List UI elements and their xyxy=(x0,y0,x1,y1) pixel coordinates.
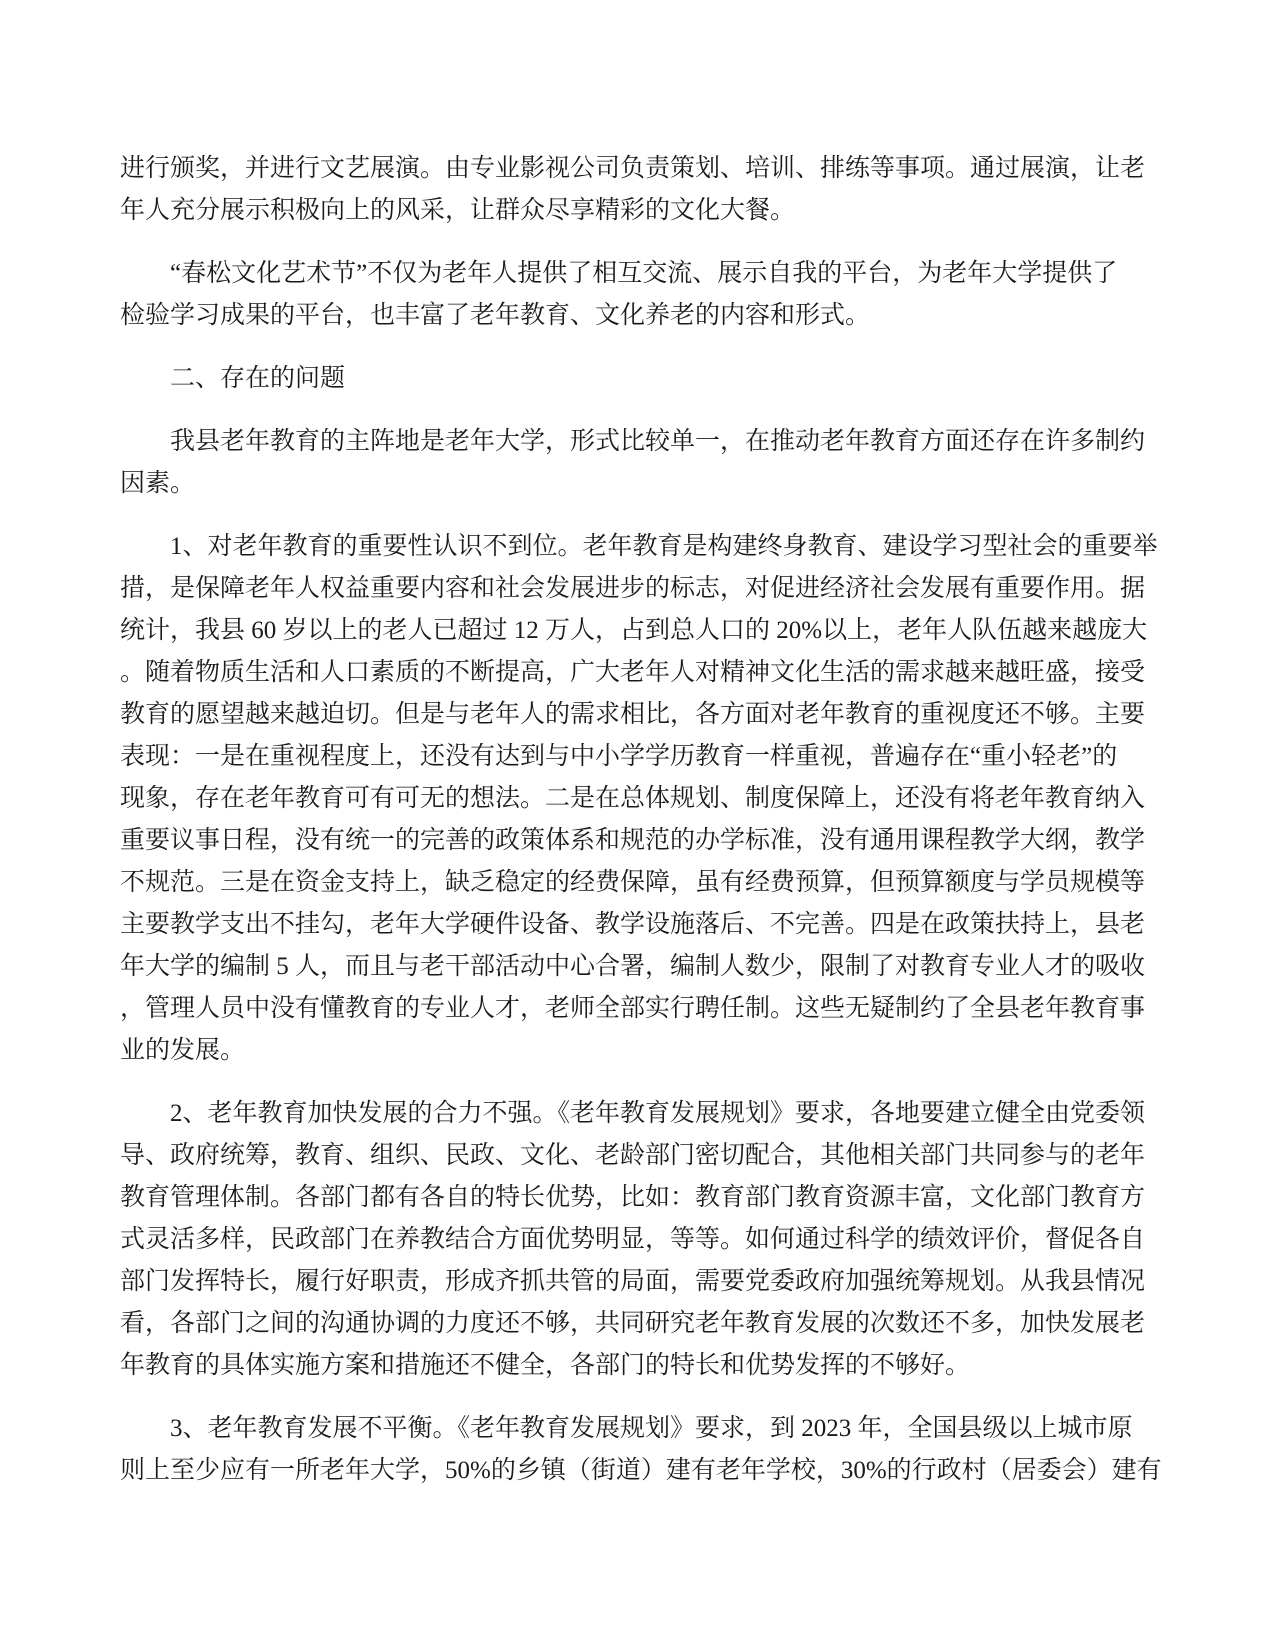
text-line: 3、老年教育发展不平衡。《老年教育发展规划》要求，到 2023 年，全国县级以上城市原 xyxy=(170,1415,1133,1442)
para-problem-1-insufficient-awareness xyxy=(120,526,1158,1072)
text-line: 检验学习成果的平台，也丰富了老年教育、文化养老的内容和形式。 xyxy=(120,302,871,329)
text-line: 式灵活多样，民政部门在养教结合方面优势明显，等等。如何通过科学的绩效评价，督促各自 xyxy=(120,1226,1146,1253)
text-line: 年人充分展示积极向上的风采，让群众尽享精彩的文化大餐。 xyxy=(120,197,796,224)
para-main-battlefield-constraints xyxy=(120,421,1146,505)
text-line: 则上至少应有一所老年大学，50%的乡镇（街道）建有老年学校，30%的行政村（居委会）建有 xyxy=(120,1457,1162,1484)
text-line: 不规范。三是在资金支持上，缺乏稳定的经费保障，虽有经费预算，但预算额度与学员规模等 xyxy=(120,869,1146,896)
text-line: 教育的愿望越来越迫切。但是与老年人的需求相比，各方面对老年教育的重视度还不够。主要 xyxy=(120,701,1146,728)
text-line: 教育管理体制。各部门都有各自的特长优势，比如：教育部门教育资源丰富，文化部门教育方 xyxy=(120,1184,1146,1211)
para-art-festival-performance xyxy=(120,148,1146,232)
para-spring-pine-festival-platform xyxy=(120,253,1146,337)
text-line: 看，各部门之间的沟通协调的力度还不够，共同研究老年教育发展的次数还不多，加快发展老 xyxy=(120,1310,1146,1337)
text-line: 2、老年教育加快发展的合力不强。《老年教育发展规划》要求，各地要建立健全由党委领 xyxy=(170,1100,1146,1127)
para-problem-3-unbalanced-development xyxy=(120,1408,1162,1492)
text-line: 统计，我县 60 岁以上的老人已超过 12 万人，占到总人口的 20%以上，老年人队伍越来越庞大 xyxy=(120,617,1148,644)
text-line: 。随着物质生活和人口素质的不断提高，广大老年人对精神文化生活的需求越来越旺盛，接受 xyxy=(120,659,1146,686)
text-line: 表现：一是在重视程度上，还没有达到与中小学学历教育一样重视，普遍存在“重小轻老”的 xyxy=(120,743,1118,770)
para-problem-2-weak-synergy xyxy=(120,1093,1146,1387)
text-line: 重要议事日程，没有统一的完善的政策体系和规范的办学标准，没有通用课程教学大纲，教学 xyxy=(120,827,1146,854)
heading-section-two-existing-problems xyxy=(120,358,1146,400)
text-line: 二、存在的问题 xyxy=(170,365,346,392)
text-line: 我县老年教育的主阵地是老年大学，形式比较单一，在推动老年教育方面还存在许多制约 xyxy=(170,428,1146,455)
text-line: ，管理人员中没有懂教育的专业人才，老师全部实行聘任制。这些无疑制约了全县老年教育事 xyxy=(120,995,1146,1022)
text-line: 导、政府统筹，教育、组织、民政、文化、老龄部门密切配合，其他相关部门共同参与的老年 xyxy=(120,1142,1146,1169)
text-line: “春松文化艺术节”不仅为老年人提供了相互交流、展示自我的平台，为老年大学提供了 xyxy=(170,260,1118,287)
text-line: 进行颁奖，并进行文艺展演。由专业影视公司负责策划、培训、排练等事项。通过展演，让老 xyxy=(120,155,1146,182)
text-line: 主要教学支出不挂勾，老年大学硬件设备、教学设施落后、不完善。四是在政策扶持上，县老 xyxy=(120,911,1146,938)
text-line: 年大学的编制 5 人，而且与老干部活动中心合署，编制人数少，限制了对教育专业人才的吸收 xyxy=(120,953,1146,980)
text-line: 业的发展。 xyxy=(120,1037,246,1064)
text-line: 年教育的具体实施方案和措施还不健全，各部门的特长和优势发挥的不够好。 xyxy=(120,1352,971,1379)
text-line: 措，是保障老年人权益重要内容和社会发展进步的标志，对促进经济社会发展有重要作用。据 xyxy=(120,575,1146,602)
text-line: 现象，存在老年教育可有可无的想法。二是在总体规划、制度保障上，还没有将老年教育纳入 xyxy=(120,785,1146,812)
document-content xyxy=(120,148,1162,1492)
text-line: 1、对老年教育的重要性认识不到位。老年教育是构建终身教育、建设学习型社会的重要举 xyxy=(170,533,1158,560)
text-line: 因素。 xyxy=(120,470,196,497)
text-line: 部门发挥特长，履行好职责，形成齐抓共管的局面，需要党委政府加强统筹规划。从我县情况 xyxy=(120,1268,1146,1295)
